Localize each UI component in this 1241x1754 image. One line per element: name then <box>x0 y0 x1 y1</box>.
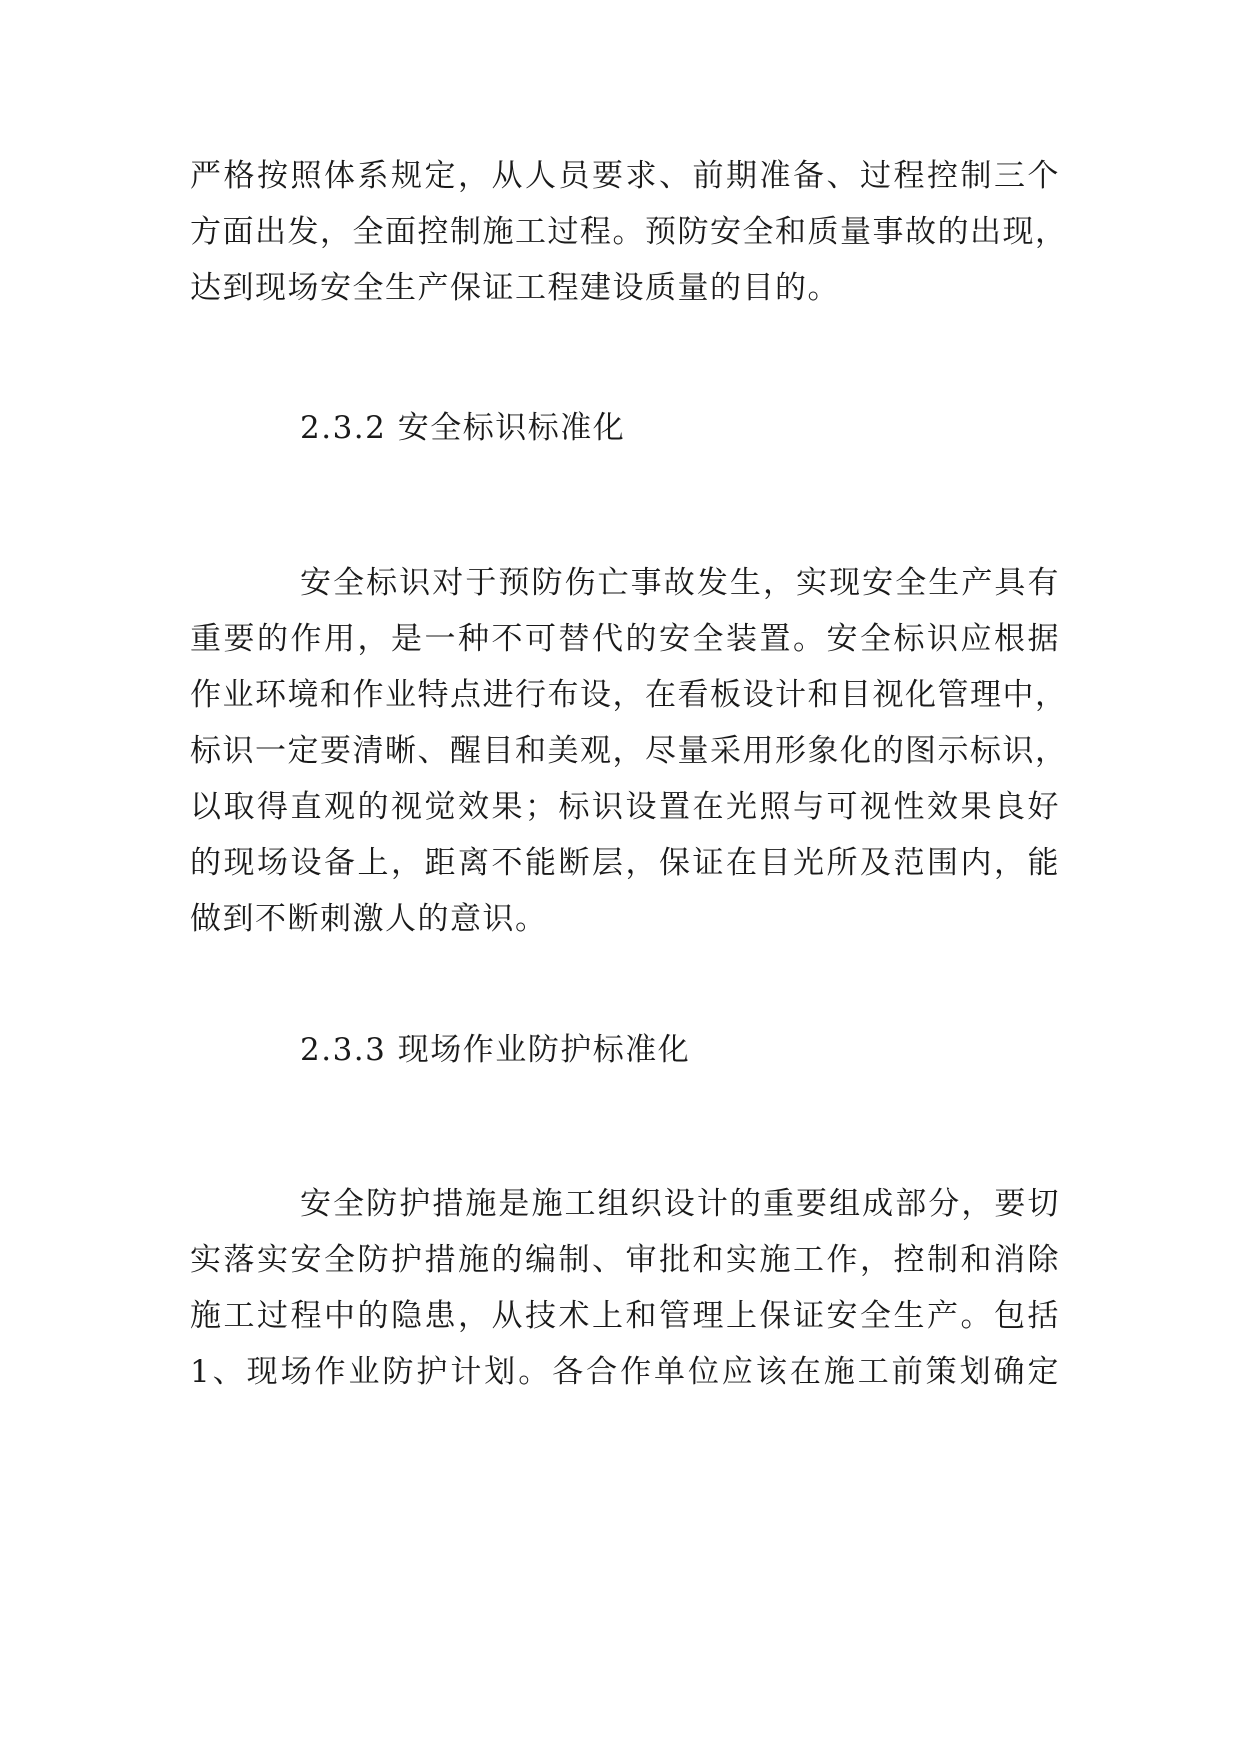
paragraph-line: 作业环境和作业特点进行布设，在看板设计和目视化管理中， <box>190 677 1068 713</box>
paragraph-site-protection <box>190 1176 1060 1400</box>
paragraph-line: 做到不断刺激人的意识。 <box>190 901 548 937</box>
section-heading-2-3-2: 2.3.2 安全标识标准化 <box>300 410 626 446</box>
paragraph-line: 重要的作用，是一种不可替代的安全装置。安全标识应根据 <box>190 621 1060 657</box>
paragraph-intro <box>190 148 1068 316</box>
paragraph-line: 安全标识对于预防伤亡事故发生，实现安全生产具有 <box>300 565 1060 601</box>
paragraph-line: 达到现场安全生产保证工程建设质量的目的。 <box>190 270 840 306</box>
paragraph-line: 施工过程中的隐患，从技术上和管理上保证安全生产。包括 <box>190 1298 1060 1334</box>
paragraph-line: 安全防护措施是施工组织设计的重要组成部分，要切 <box>300 1186 1060 1222</box>
paragraph-line: 的现场设备上，距离不能断层，保证在目光所及范围内，能 <box>190 845 1060 881</box>
paragraph-line: 以取得直观的视觉效果；标识设置在光照与可视性效果良好 <box>190 789 1060 825</box>
paragraph-line: 严格按照体系规定，从人员要求、前期准备、过程控制三个 <box>190 158 1060 194</box>
section-heading-2-3-3: 2.3.3 现场作业防护标准化 <box>300 1032 691 1068</box>
paragraph-line: 方面出发，全面控制施工过程。预防安全和质量事故的出现， <box>190 214 1068 250</box>
paragraph-line: 标识一定要清晰、醒目和美观，尽量采用形象化的图示标识， <box>190 733 1068 769</box>
paragraph-line: 1、现场作业防护计划。各合作单位应该在施工前策划确定 <box>190 1354 1060 1390</box>
paragraph-line: 实落实安全防护措施的编制、审批和实施工作，控制和消除 <box>190 1242 1060 1278</box>
paragraph-safety-signs <box>190 555 1068 947</box>
